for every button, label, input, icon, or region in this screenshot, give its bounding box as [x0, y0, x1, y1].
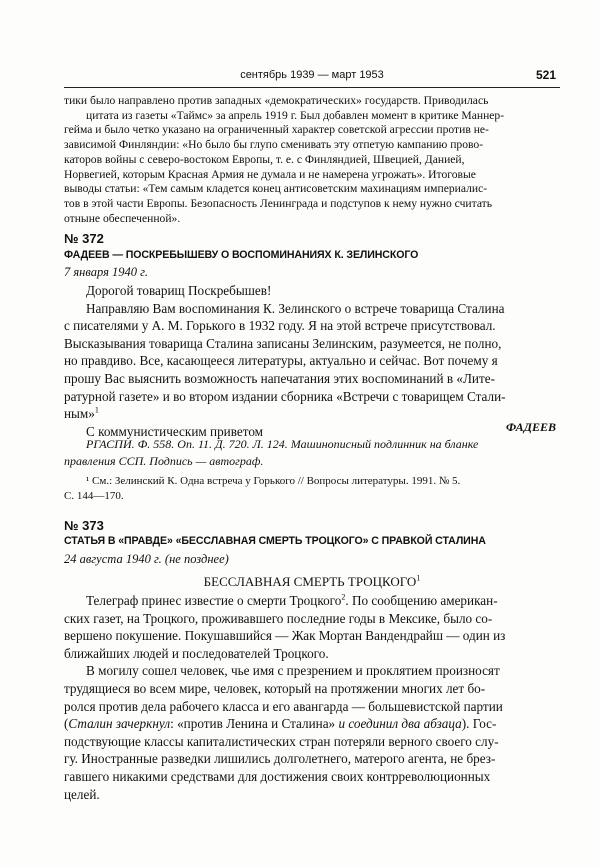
text-line: подствующие классы капиталистических стран потеряли верного своего слу- — [64, 733, 499, 749]
text-line: ролся против дела рабочего класса и его авангарда — большевистской партии — [64, 698, 503, 714]
editorial-note: и соединил два абзаца — [338, 716, 462, 732]
text-line: прошу Вас выяснить возможность напечатания этих воспоминаний в «Лите- — [64, 370, 495, 386]
footnote — [64, 474, 560, 504]
text-fragment: . По сообщению американ- — [345, 593, 498, 608]
text-line: с писателями у А. М. Горького в 1932 году. Я на этой встрече присутствовал. — [64, 318, 496, 334]
signature: ФАДЕЕВ — [506, 420, 556, 434]
page-header — [64, 67, 560, 88]
footnote-mark: 1 — [94, 405, 99, 415]
footnote-mark: 2 — [341, 592, 346, 602]
text-line: ратурной газете» и во втором издании сборника «Встречи с товарищем Стали- — [64, 388, 506, 404]
document-title: СТАТЬЯ В «ПРАВДЕ» «БЕССЛАВНАЯ СМЕРТЬ ТРОЦКОГО» С ПРАВКОЙ СТАЛИНА — [64, 535, 486, 547]
page-number: 521 — [535, 68, 556, 82]
closing: С коммунистическим приветом — [86, 423, 264, 439]
text-line: Высказывания товарища Сталина записаны Зелинским, разумеется, не полно, — [64, 335, 502, 351]
text-line — [64, 592, 560, 610]
text-line: В могилу сошел человек, чье имя с презрением и проклятием произносят — [86, 663, 500, 679]
text-line: ближайших людей и последователей Троцкого. — [64, 645, 329, 661]
date-note: (не позднее) — [161, 552, 229, 566]
article-title — [64, 574, 560, 590]
text-line: вершено покушение. Покушавшийся — Жак Мортан Вандендрайш — один из — [64, 628, 506, 644]
text-line: ских газет, на Троцкого, проживавшего последние годы в Мексике, было со- — [64, 610, 493, 626]
text-line: выводы статьи: «Тем самым кладется конец антисоветским махинациям империалис- — [64, 182, 488, 196]
text-fragment: : «против Ленина и Сталина» — [170, 716, 339, 732]
greeting: Дорогой товарищ Поскребышев! — [86, 283, 272, 298]
text-line: гавшего никакими средствами для достижения своих контрреволюционных — [64, 768, 491, 784]
text-fragment: ). Гос- — [461, 716, 497, 732]
document-number: № 373 — [64, 518, 104, 533]
text-fragment: ( — [64, 716, 69, 732]
text-line: правления ССП. Подпись — автограф. — [64, 453, 264, 468]
document-number: № 372 — [64, 231, 104, 246]
running-title: сентябрь 1939 — март 1953 — [240, 69, 384, 81]
text-line: РГАСПИ. Ф. 558. Оп. 11. Д. 720. Л. 124. Машинописный подлинник на бланке — [86, 437, 479, 451]
footnote-mark: 1 — [416, 573, 421, 583]
text-line: отныне обеспеченной». — [64, 211, 181, 225]
text-line — [64, 715, 560, 733]
text-line: цитата из газеты «Таймс» за апрель 1919 г. Был добавлен момент в критике Маннер- — [86, 108, 505, 122]
text-line: С. 144—170. — [64, 490, 124, 502]
document-title: ФАДЕЕВ — ПОСКРЕБЫШЕВУ О ВОСПОМИНАНИЯХ К. ЗЕЛИНСКОГО — [64, 249, 419, 261]
text-line: каторов войны с северо-востоком Европы, т. е. с Финляндией, Швецией, Данией, — [64, 152, 465, 166]
text-line: Направляю Вам воспоминания К. Зелинского о встрече товарища Сталина — [86, 300, 505, 316]
text-line: ¹ См.: Зелинский К. Одна встреча у Горького // Вопросы литературы. 1991. № 5. — [86, 475, 461, 487]
text-line: Норвегией, которым Красная Армия не думала и не намерена угрожать». Итоговые — [64, 167, 476, 181]
document-date: 7 января 1940 г. — [64, 265, 148, 279]
text-line: гейма и было четко указано на ограниченный характер советской агрессии против не- — [64, 123, 489, 137]
text-line: целей. — [64, 786, 100, 802]
document-date — [64, 552, 229, 567]
text-fragment: Телеграф принес известие о смерти Троцкого — [86, 593, 342, 608]
text-line: но правдиво. Все, касающееся литературы, актуально и сейчас. Вот почему я — [64, 353, 498, 369]
text-line: гу. Иностранные разведки лишились долголетнего, матерого агента, не брез- — [64, 751, 496, 767]
text-line: трудящиеся во всем мире, человек, который на протяжении многих лет бо- — [64, 680, 486, 696]
article-title-text: БЕССЛАВНАЯ СМЕРТЬ ТРОЦКОГО — [203, 574, 417, 589]
document-body — [64, 282, 560, 440]
text-line: тики было направлено против западных «демократических» государств. Приводилась — [64, 94, 489, 107]
archive-reference — [64, 436, 560, 469]
text-line: зависимой Финляндии: «Но было бы глупо сменивать эту отпетую кампанию прово- — [64, 138, 484, 152]
date-text: 24 августа 1940 г. — [64, 552, 162, 566]
text-fragment: ным» — [64, 406, 95, 422]
editorial-note: Сталин зачеркнул — [68, 716, 171, 732]
previous-document-text — [64, 94, 560, 226]
article-body — [64, 592, 560, 803]
text-line: тов в этой части Европы. Безопасность Ленинграда и подступов к нему нужно считать — [64, 196, 493, 210]
